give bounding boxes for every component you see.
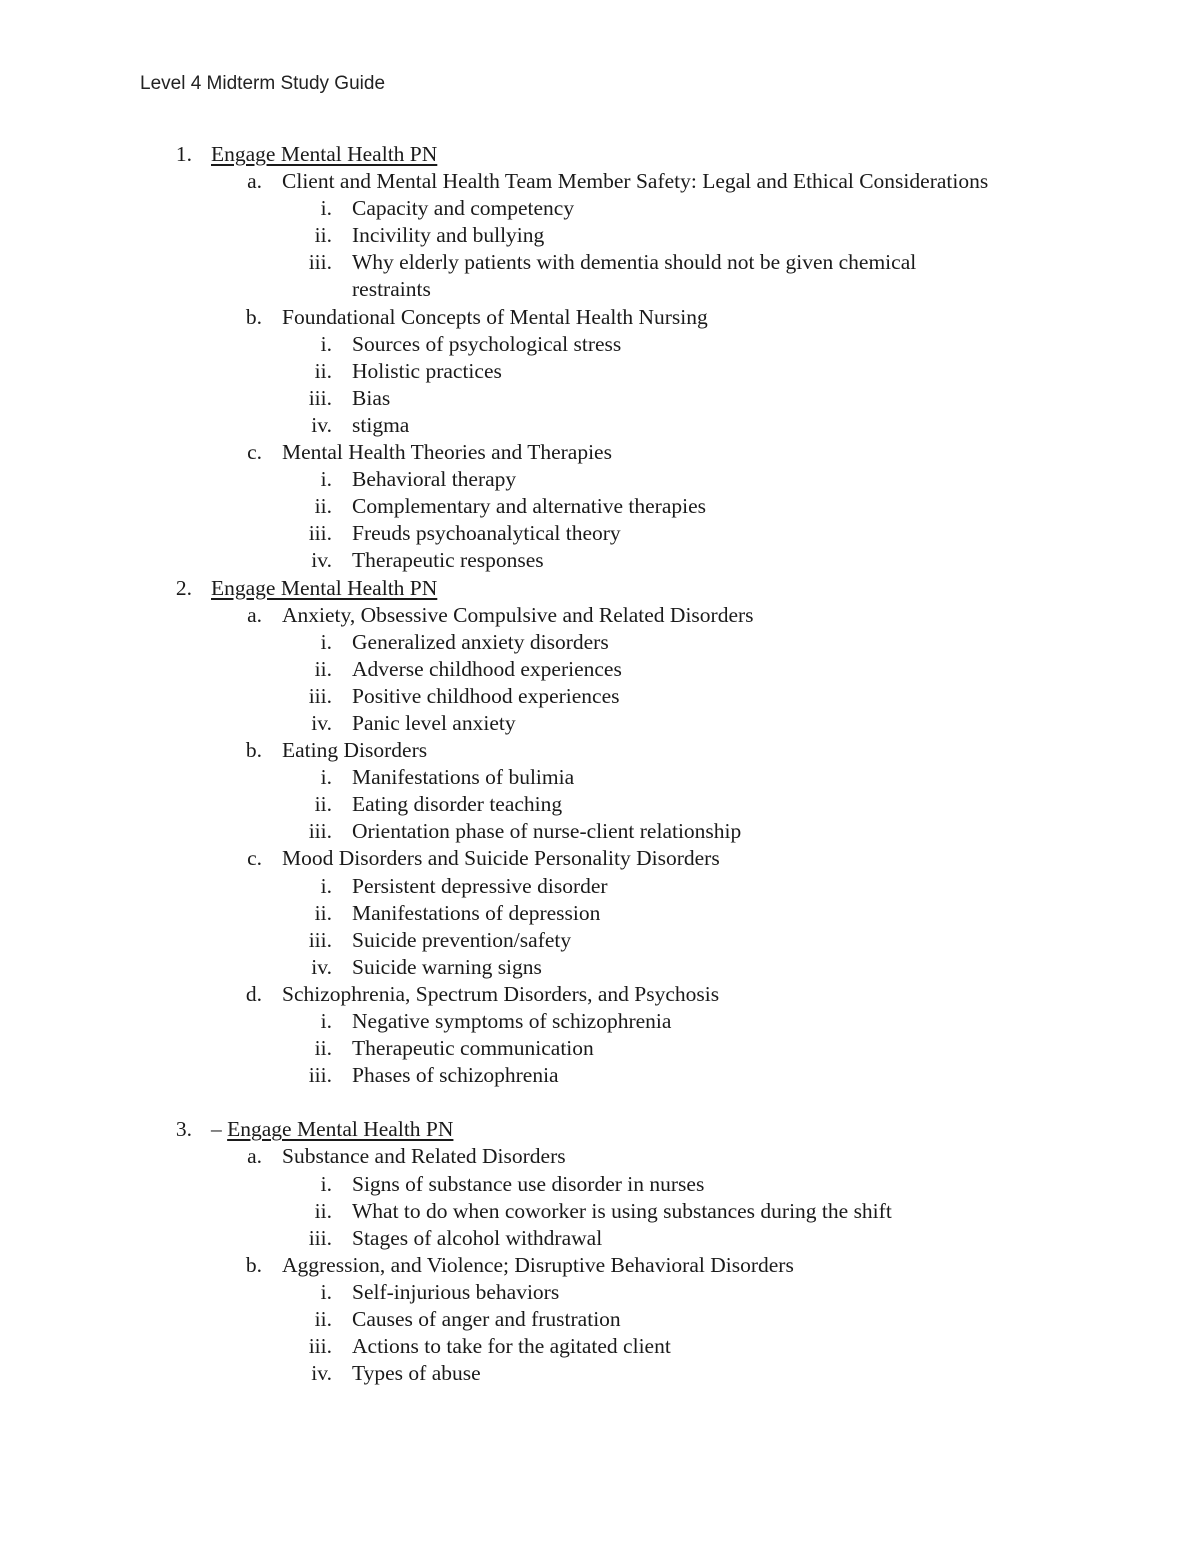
topic-item xyxy=(0,602,1200,629)
subtopic-item xyxy=(0,710,1200,737)
subtopic-text: Types of abuse xyxy=(352,1361,481,1386)
subtopic-item xyxy=(0,1171,1200,1198)
subtopic-item xyxy=(0,954,1200,981)
section-heading xyxy=(0,1116,1200,1143)
section-title: Engage Mental Health PN xyxy=(211,142,438,166)
subtopic-item xyxy=(0,249,1200,276)
subtopic-numeral: i. xyxy=(320,331,332,356)
subtopic-numeral: i. xyxy=(320,629,332,654)
topic-letter: c. xyxy=(247,440,262,465)
subtopic-numeral: ii. xyxy=(314,900,332,925)
subtopic-numeral: i. xyxy=(320,765,332,790)
section-title-prefix: – xyxy=(211,1117,228,1142)
subtopic-item xyxy=(0,1279,1200,1306)
section-heading xyxy=(0,141,1200,168)
subtopic-text: Panic level anxiety xyxy=(352,710,516,735)
subtopic-numeral: ii. xyxy=(314,494,332,519)
subtopic-numeral: iii. xyxy=(308,385,332,410)
subtopic-item xyxy=(0,656,1200,683)
subtopic-numeral: ii. xyxy=(314,223,332,248)
subtopic-text: stigma xyxy=(352,412,410,437)
subtopic-text: Signs of substance use disorder in nurses xyxy=(352,1171,705,1196)
subtopic-numeral: iv. xyxy=(311,954,332,979)
subtopic-numeral: iii. xyxy=(308,521,332,546)
subtopic-item xyxy=(0,1306,1200,1333)
subtopic-text: Holistic practices xyxy=(352,358,502,383)
subtopic-item xyxy=(0,1360,1200,1387)
subtopic-text: Causes of anger and frustration xyxy=(352,1307,621,1332)
subtopic-numeral: i. xyxy=(320,873,332,898)
subtopic-numeral: ii. xyxy=(314,1307,332,1332)
topic-letter: b. xyxy=(245,1252,262,1277)
subtopic-numeral: ii. xyxy=(314,358,332,383)
subtopic-item xyxy=(0,1008,1200,1035)
subtopic-numeral: iv. xyxy=(311,412,332,437)
subtopic-text: Generalized anxiety disorders xyxy=(352,629,609,654)
subtopic-text: Stages of alcohol withdrawal xyxy=(352,1225,603,1250)
subtopic-text: Freuds psychoanalytical theory xyxy=(352,521,621,546)
subtopic-text: Adverse childhood experiences xyxy=(352,656,622,681)
topic-letter: a. xyxy=(247,169,262,194)
section-title: Engage Mental Health PN xyxy=(227,1117,454,1142)
subtopic-item xyxy=(0,629,1200,656)
subtopic-item xyxy=(0,764,1200,791)
subtopic-item xyxy=(0,927,1200,954)
subtopic-numeral: ii. xyxy=(314,1036,332,1061)
subtopic-text: Capacity and competency xyxy=(352,196,575,221)
subtopic-text: Sources of psychological stress xyxy=(352,331,622,356)
subtopic-text: Negative symptoms of schizophrenia xyxy=(352,1009,672,1033)
topic-letter: b. xyxy=(245,304,262,329)
section-number: 3. xyxy=(175,1117,192,1142)
subtopic-numeral: i. xyxy=(320,1009,332,1033)
subtopic-text: Manifestations of bulimia xyxy=(352,765,575,790)
subtopic-item xyxy=(0,900,1200,927)
subtopic-text: Self-injurious behaviors xyxy=(352,1279,560,1304)
subtopic-numeral: iv. xyxy=(311,1361,332,1386)
subtopic-text: Complementary and alternative therapies xyxy=(352,494,707,519)
topic-title: Client and Mental Health Team Member Safety: Legal and Ethical Considerations xyxy=(282,169,989,194)
topic-item xyxy=(0,737,1200,764)
subtopic-text: Actions to take for the agitated client xyxy=(352,1334,671,1359)
section-title-line xyxy=(211,1116,453,1143)
subtopic-numeral: ii. xyxy=(314,1198,332,1223)
subtopic-numeral: iii. xyxy=(308,250,332,275)
subtopic-text: Positive childhood experiences xyxy=(352,683,620,708)
subtopic-text: restraints xyxy=(352,277,431,302)
subtopic-numeral: iv. xyxy=(311,548,332,573)
subtopic-numeral: iv. xyxy=(311,710,332,735)
section-title-line xyxy=(211,575,437,602)
subtopic-continuation xyxy=(0,276,1200,303)
topic-title: Foundational Concepts of Mental Health Nursing xyxy=(282,304,708,329)
topic-letter: b. xyxy=(245,738,262,763)
study-guide-outline xyxy=(0,141,1200,1387)
subtopic-item xyxy=(0,1198,1200,1225)
document-header: Level 4 Midterm Study Guide xyxy=(140,73,386,94)
subtopic-item xyxy=(0,791,1200,818)
section-title-line xyxy=(211,141,437,168)
topic-item xyxy=(0,168,1200,195)
subtopic-text: Eating disorder teaching xyxy=(352,792,563,817)
topic-item xyxy=(0,439,1200,466)
subtopic-item xyxy=(0,1035,1200,1062)
section-heading xyxy=(0,575,1200,602)
topic-item xyxy=(0,1252,1200,1279)
subtopic-numeral: i. xyxy=(320,467,332,492)
subtopic-item xyxy=(0,547,1200,574)
subtopic-text: Suicide warning signs xyxy=(352,954,542,979)
topic-title: Substance and Related Disorders xyxy=(282,1144,566,1169)
subtopic-item xyxy=(0,1225,1200,1252)
subtopic-numeral: ii. xyxy=(314,656,332,681)
subtopic-item xyxy=(0,195,1200,222)
topic-letter: a. xyxy=(247,1144,262,1169)
topic-letter: d. xyxy=(245,981,262,1006)
subtopic-item xyxy=(0,385,1200,412)
subtopic-item xyxy=(0,818,1200,845)
topic-item xyxy=(0,304,1200,331)
topic-item xyxy=(0,845,1200,872)
subtopic-numeral: i. xyxy=(320,1279,332,1304)
section-spacer xyxy=(0,1089,1200,1116)
topic-title: Aggression, and Violence; Disruptive Behavioral Disorders xyxy=(282,1252,794,1277)
topic-item xyxy=(0,1143,1200,1170)
subtopic-item xyxy=(0,412,1200,439)
subtopic-item xyxy=(0,466,1200,493)
subtopic-text: What to do when coworker is using substances during the shift xyxy=(352,1198,892,1223)
section-number: 2. xyxy=(175,575,192,600)
subtopic-numeral: iii. xyxy=(308,1225,332,1250)
topic-letter: c. xyxy=(247,846,262,871)
section-number: 1. xyxy=(175,142,192,166)
subtopic-text: Therapeutic responses xyxy=(352,548,544,573)
subtopic-item xyxy=(0,331,1200,358)
subtopic-item xyxy=(0,520,1200,547)
topic-title: Schizophrenia, Spectrum Disorders, and Psychosis xyxy=(282,981,720,1006)
topic-letter: a. xyxy=(247,602,262,627)
subtopic-numeral: iii. xyxy=(308,819,332,844)
topic-title: Eating Disorders xyxy=(282,738,428,763)
topic-title: Mood Disorders and Suicide Personality Disorders xyxy=(282,846,720,871)
subtopic-item xyxy=(0,1333,1200,1360)
subtopic-item xyxy=(0,683,1200,710)
subtopic-numeral: iii. xyxy=(308,927,332,952)
subtopic-numeral: iii. xyxy=(308,683,332,708)
subtopic-numeral: ii. xyxy=(314,792,332,817)
subtopic-text: Persistent depressive disorder xyxy=(352,873,608,898)
subtopic-text: Incivility and bullying xyxy=(352,223,545,248)
subtopic-numeral: iii. xyxy=(308,1063,332,1088)
subtopic-text: Phases of schizophrenia xyxy=(352,1063,559,1088)
topic-title: Anxiety, Obsessive Compulsive and Related Disorders xyxy=(282,602,754,627)
subtopic-text: Behavioral therapy xyxy=(352,467,517,492)
subtopic-numeral: iii. xyxy=(308,1334,332,1359)
subtopic-item xyxy=(0,222,1200,249)
subtopic-numeral: i. xyxy=(320,1171,332,1196)
subtopic-item xyxy=(0,493,1200,520)
subtopic-numeral: i. xyxy=(320,196,332,221)
subtopic-item xyxy=(0,1062,1200,1089)
subtopic-text: Bias xyxy=(352,385,391,410)
subtopic-text: Orientation phase of nurse-client relationship xyxy=(352,819,742,844)
subtopic-text: Manifestations of depression xyxy=(352,900,601,925)
section-title: Engage Mental Health PN xyxy=(211,575,438,600)
subtopic-text: Why elderly patients with dementia should not be given chemical xyxy=(352,250,917,275)
subtopic-item xyxy=(0,873,1200,900)
topic-item xyxy=(0,981,1200,1008)
topic-title: Mental Health Theories and Therapies xyxy=(282,440,612,465)
subtopic-text: Therapeutic communication xyxy=(352,1036,594,1061)
subtopic-item xyxy=(0,358,1200,385)
subtopic-text: Suicide prevention/safety xyxy=(352,927,572,952)
